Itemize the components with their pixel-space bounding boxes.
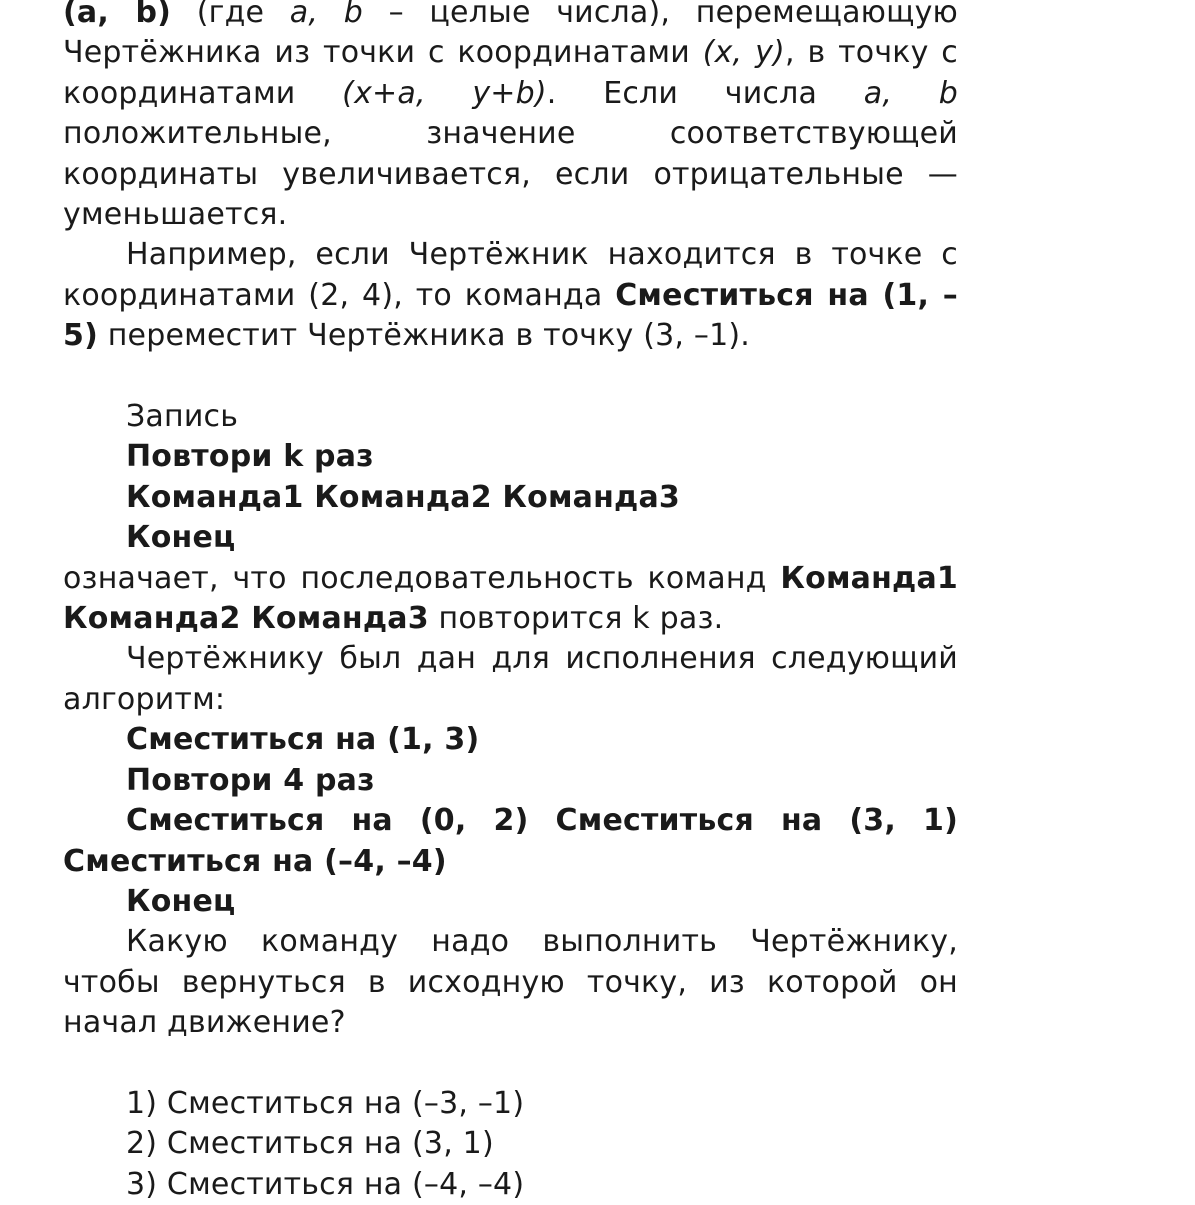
intro-text-3: , в точку с координатами [63, 35, 958, 111]
meaning-text-1: означает, что последовательность команд [63, 560, 781, 596]
meaning-paragraph [63, 559, 958, 640]
intro-vars-1: a, b [289, 0, 363, 30]
notation-end: Конец [126, 520, 236, 556]
spacer [63, 357, 958, 397]
example-text-1: Например, если Чертёжник находится в точке с координатами (2, 4), то команда [63, 237, 958, 313]
option-2: 2) Сместиться на (3, 1) [126, 1126, 494, 1162]
document-page [63, 0, 958, 1205]
intro-text-1: (где [171, 0, 290, 30]
example-command: Сместиться на (1, –5) [63, 277, 958, 354]
intro-text-2: – целые числа), перемещающую Чертёжника из точки с координатами [63, 0, 958, 71]
meaning-commands: Команда1 Команда2 Команда3 [63, 560, 958, 637]
spacer [63, 1044, 958, 1084]
option-1: 1) Сместиться на (–3, –1) [126, 1085, 525, 1121]
intro-text-4: . Если числа [546, 75, 864, 111]
algorithm-line-3-text: Сместиться на (0, 2) Сместиться на (3, 1) Сместиться на (–4, –4) [63, 803, 958, 879]
question-paragraph: Какую команду надо выполнить Чертёжнику, чтобы вернуться в исходную точку, из которой он начал движение? [63, 924, 958, 1041]
example-paragraph [63, 235, 958, 356]
notation-label: Запись [126, 399, 239, 435]
intro-vars-2: a, b [863, 75, 958, 111]
algorithm-line-1: Сместиться на (1, 3) [126, 722, 480, 758]
notation-repeat: Повтори k раз [126, 439, 374, 475]
option-3: 3) Сместиться на (–4, –4) [126, 1166, 525, 1202]
example-text-2: переместит Чертёжника в точку (3, –1). [98, 318, 751, 354]
algorithm-line-3 [63, 801, 958, 882]
intro-paragraph [63, 0, 958, 235]
intro-text-5: положительные, значение соответствующей координаты увеличивается, если отрицательные — уменьшается. [63, 116, 958, 233]
notation-commands: Команда1 Команда2 Команда3 [126, 479, 681, 515]
intro-vector: (a, b) [63, 0, 172, 30]
task-intro: Чертёжнику был дан для исполнения следующий алгоритм: [63, 641, 958, 717]
algorithm-line-4: Конец [126, 883, 236, 919]
intro-coords-2: (x+a, y+b) [342, 75, 547, 111]
intro-coords-1: (x, y) [702, 35, 785, 71]
algorithm-line-2: Повтори 4 раз [126, 762, 375, 798]
meaning-text-2: повторится k раз. [428, 601, 724, 637]
